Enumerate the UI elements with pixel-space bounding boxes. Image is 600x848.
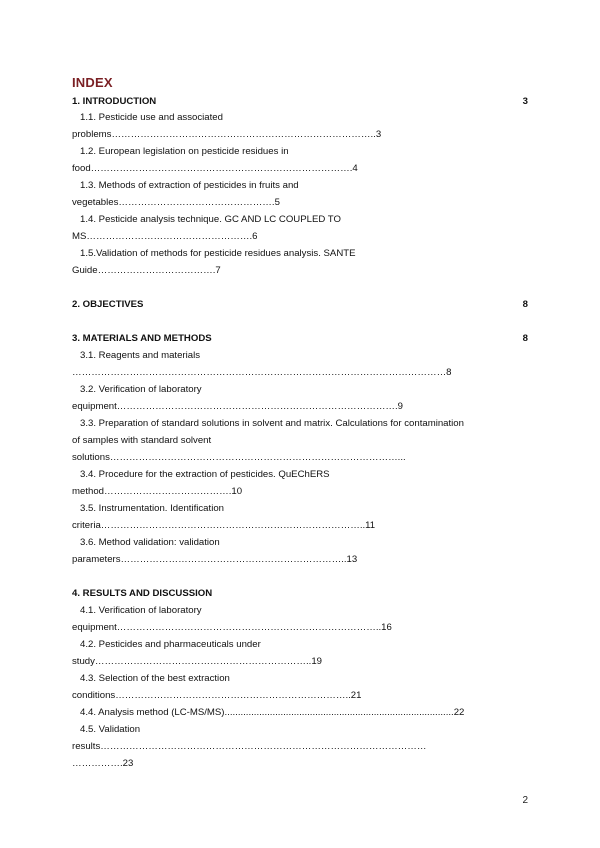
toc-section-page: 8 bbox=[522, 333, 528, 344]
toc-section-materials-methods[interactable] bbox=[72, 333, 532, 345]
toc-entry-3-2[interactable]: 3.2. Verification of laboratory bbox=[80, 384, 202, 395]
toc-entry-3-5-leader: criteria………………………………………………………………………..11 bbox=[72, 520, 376, 531]
toc-entry-1-4[interactable]: 1.4. Pesticide analysis technique. GC AND LC COUPLED TO bbox=[80, 214, 341, 225]
toc-entry-3-6[interactable]: 3.6. Method validation: validation bbox=[80, 537, 220, 548]
toc-entry-1-3[interactable]: 1.3. Methods of extraction of pesticides in fruits and bbox=[80, 180, 299, 191]
toc-section-label: 3. MATERIALS AND METHODS bbox=[72, 333, 212, 344]
toc-entry-4-5[interactable]: 4.5. Validation bbox=[80, 724, 141, 735]
toc-entry-3-6-leader: parameters……………………………………………………………..13 bbox=[72, 554, 358, 565]
toc-entry-1-5-leader: Guide……………………………….7 bbox=[72, 265, 221, 276]
toc-entry-3-4-leader: method………………………………….10 bbox=[72, 486, 243, 497]
toc-section-label: 2. OBJECTIVES bbox=[72, 299, 144, 310]
toc-entry-1-2-leader: food……………………………………………………………………….4 bbox=[72, 163, 358, 174]
toc-entry-4-1[interactable]: 4.1. Verification of laboratory bbox=[80, 605, 202, 616]
toc-entry-3-5[interactable]: 3.5. Instrumentation. Identification bbox=[80, 503, 224, 514]
toc-entry-3-3-leader: solutions………………………………………………………………………………... bbox=[72, 452, 406, 463]
toc-entry-1-4-leader: MS…………………………………………….6 bbox=[72, 231, 258, 242]
toc-entry-1-5[interactable]: 1.5.Validation of methods for pesticide residues analysis. SANTE bbox=[80, 248, 356, 259]
toc-section-page: 3 bbox=[522, 96, 528, 107]
toc-entry-4-1-leader: equipment………………………………………………………………………..16 bbox=[72, 622, 392, 633]
toc-entry-3-2-leader: equipment…………………………………………………………………………….9 bbox=[72, 401, 404, 412]
toc-entry-4-5-leader: results………………………………………………………………………………………… bbox=[72, 741, 427, 752]
toc-entry-4-2-leader: study…………………………………………………………..19 bbox=[72, 656, 322, 667]
toc-entry-4-3-leader: conditions………………………………………………………………..21 bbox=[72, 690, 362, 701]
toc-section-objectives[interactable] bbox=[72, 299, 532, 311]
toc-entry-4-4[interactable]: 4.4. Analysis method (LC-MS/MS)......................................................................................22 bbox=[80, 707, 465, 718]
toc-section-results-discussion[interactable]: 4. RESULTS AND DISCUSSION bbox=[72, 588, 213, 599]
toc-entry-3-3[interactable]: 3.3. Preparation of standard solutions in solvent and matrix. Calculations for contamination bbox=[80, 418, 464, 429]
index-title: INDEX bbox=[72, 75, 113, 90]
toc-entry-4-2[interactable]: 4.2. Pesticides and pharmaceuticals under bbox=[80, 639, 261, 650]
toc-entry-1-1[interactable]: 1.1. Pesticide use and associated bbox=[80, 112, 223, 123]
toc-entry-1-2[interactable]: 1.2. European legislation on pesticide residues in bbox=[80, 146, 289, 157]
toc-entry-1-3-leader: vegetables………………………………………….5 bbox=[72, 197, 280, 208]
toc-section-introduction[interactable] bbox=[72, 96, 532, 108]
page-number: 2 bbox=[522, 795, 528, 806]
toc-entry-1-1-leader: problems………………………………………………………………………..3 bbox=[72, 129, 382, 140]
toc-entry-3-4[interactable]: 3.4. Procedure for the extraction of pesticides. QuEChERS bbox=[80, 469, 330, 480]
toc-entry-3-1[interactable]: 3.1. Reagents and materials bbox=[80, 350, 200, 361]
toc-section-page: 8 bbox=[522, 299, 528, 310]
toc-entry-4-3[interactable]: 4.3. Selection of the best extraction bbox=[80, 673, 230, 684]
toc-section-label: 1. INTRODUCTION bbox=[72, 96, 157, 107]
toc-entry-4-5-leader-cont: …………….23 bbox=[72, 758, 134, 769]
toc-entry-3-1-leader: ………………………………………………………………………………………………………8 bbox=[72, 367, 452, 378]
toc-entry-3-3-cont: of samples with standard solvent bbox=[72, 435, 212, 446]
